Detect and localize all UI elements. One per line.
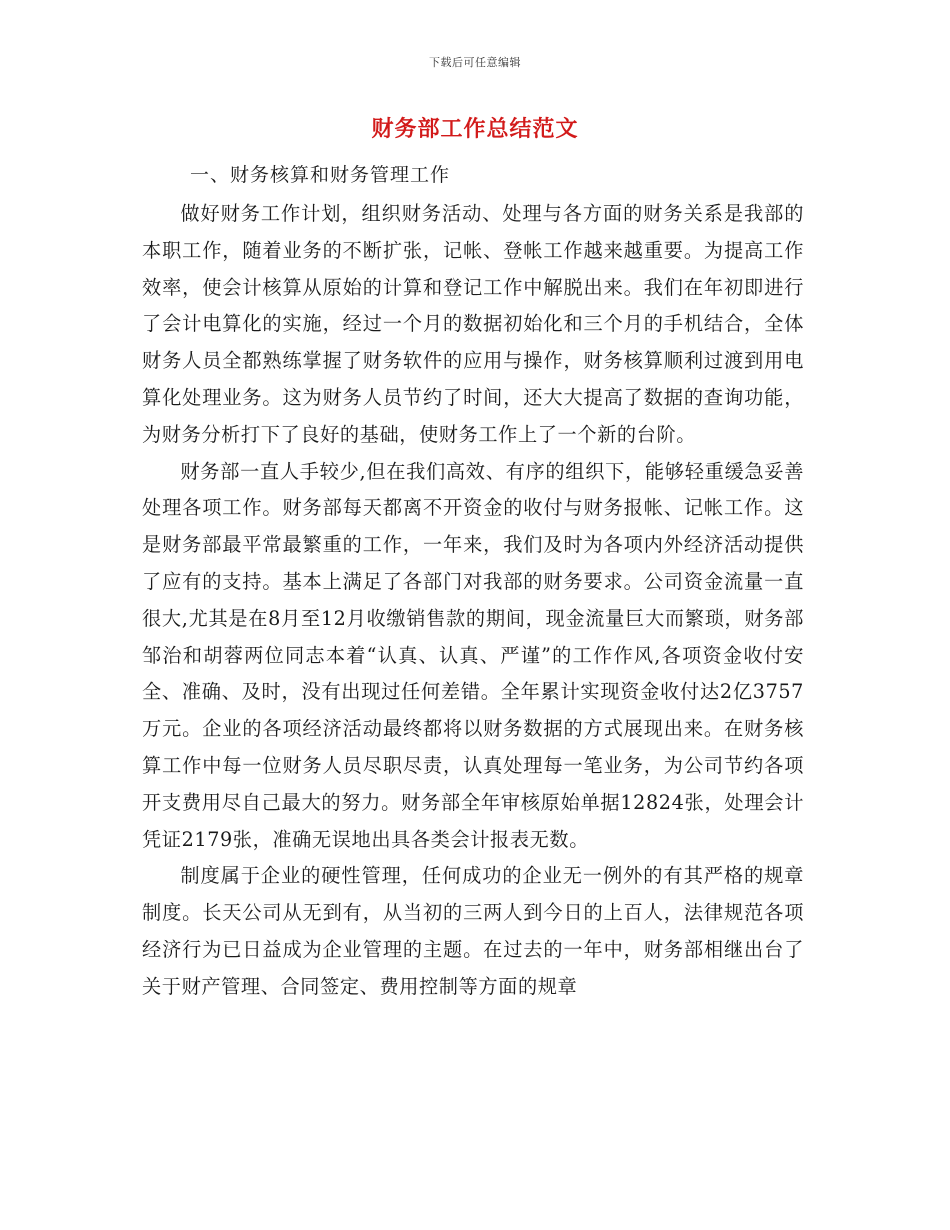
paragraph-2: 财务部一直人手较少,但在我们高效、有序的组织下，能够轻重缓急妥善处理各项工作。财务部每天都离不开资金的收付与财务报帐、记帐工作。这是财务部最平常最繁重的工作，一年来，我们及时为各项内外经济活动提供了应有的支持。基本上满足了各部门对我部的财务要求。公司资金流量一直很大,尤其是在8月至12月收缴销售款的期间，现金流量巨大而繁琐，财务部邹治和胡蓉两位同志本着“认真、认真、严谨”的工作作风,各项资金收付安全、准确、及时，没有出现过任何差错。全年累计实现资金收付达2亿3757万元。企业的各项经济活动最终都将以财务数据的方式展现出来。在财务核算工作中每一位财务人员尽职尽责，认真处理每一笔业务，为公司节约各项开支费用尽自己最大的努力。财务部全年审核原始单据12824张，处理会计凭证2179张，准确无误地出具各类会计报表无数。 [142,459,804,851]
body-text [142,196,804,1006]
paragraph-1: 做好财务工作计划，组织财务活动、处理与各方面的财务关系是我部的本职工作，随着业务的不断扩张，记帐、登帐工作越来越重要。为提高工作效率，使会计核算从原始的计算和登记工作中解脱出来。我们在年初即进行了会计电算化的实施，经过一个月的数据初始化和三个月的手机结合，全体财务人员全都熟练掌握了财务软件的应用与操作，财务核算顺利过渡到用电算化处理业务。这为财务人员节约了时间，还大大提高了数据的查询功能，为财务分析打下了良好的基础，使财务工作上了一个新的台阶。 [142,202,804,446]
header-note: 下载后可任意编辑 [429,56,521,69]
section-heading: 一、财务核算和财务管理工作 [190,164,451,186]
paragraph-3: 制度属于企业的硬性管理，任何成功的企业无一例外的有其严格的规章制度。长天公司从无到有，从当初的三两人到今日的上百人，法律规范各项经济行为已日益成为企业管理的主题。在过去的一年中，财务部相继出台了关于财产管理、合同签定、费用控制等方面的规章 [142,864,804,998]
document-title: 财务部工作总结范文 [371,116,579,142]
